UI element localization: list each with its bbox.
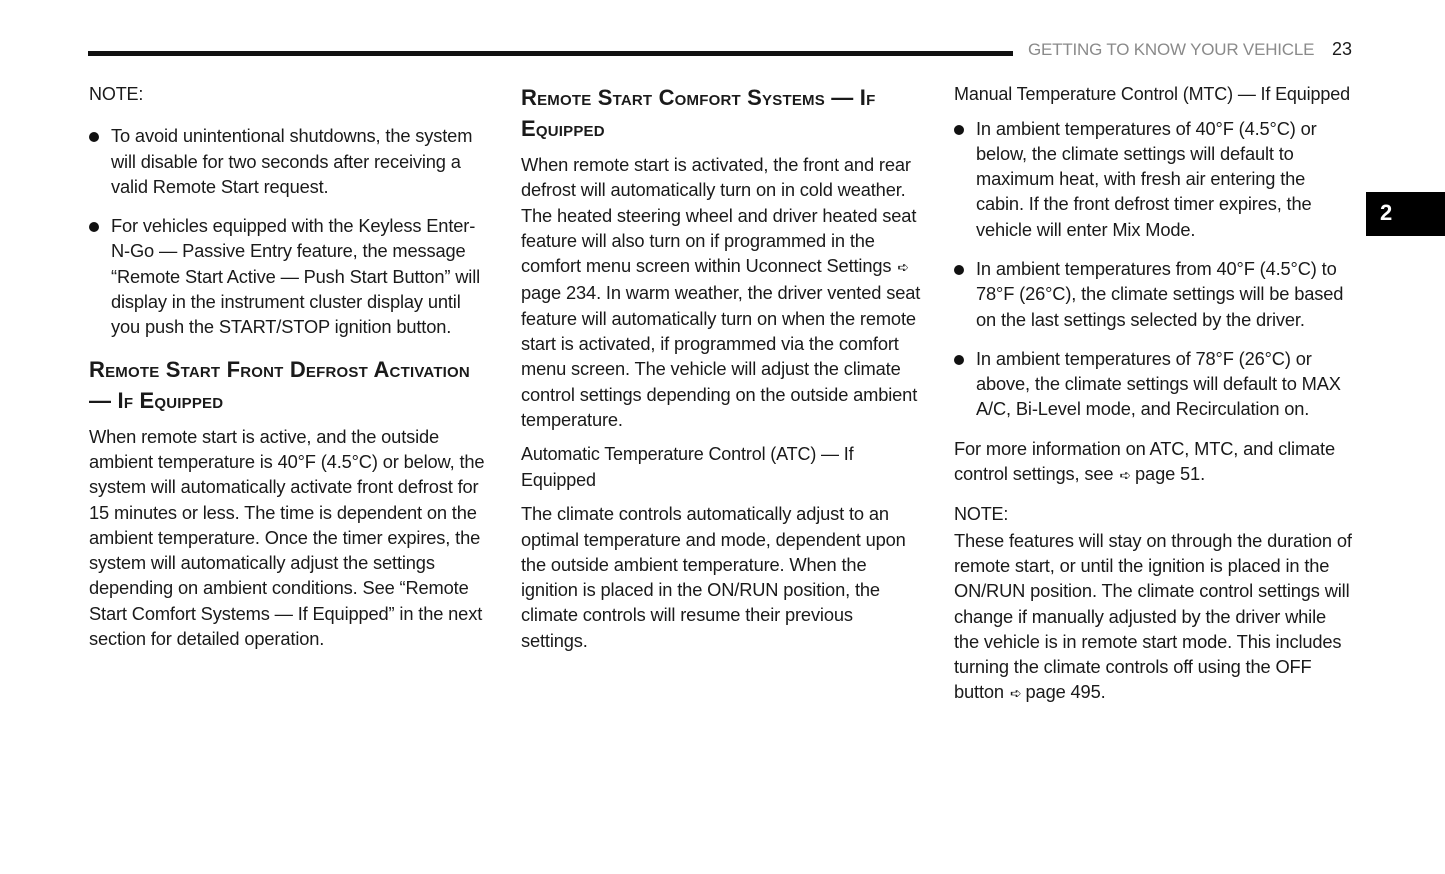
list-item [954, 256, 1354, 332]
body-text: . [1100, 681, 1106, 703]
note-label: NOTE: [954, 504, 1009, 525]
body-paragraph [521, 152, 923, 432]
bullet-icon [89, 222, 99, 232]
chapter-tab: 2 [1366, 192, 1445, 236]
bullet-icon [89, 132, 99, 142]
subsection-heading: Automatic Temperature Control (ATC) — If Equipped [521, 444, 854, 490]
bullet-icon [954, 265, 964, 275]
body-paragraph [954, 436, 1354, 489]
list-item-text: To avoid unintentional shutdowns, the system will disable for two seconds after receiving a valid Remote Start request. [111, 125, 473, 197]
bullet-icon [954, 355, 964, 365]
page-reference-link[interactable]: page 51 [1135, 463, 1201, 485]
body-paragraph: When remote start is active, and the outside ambient temperature is 40°F (4.5°C) or below, the system will automatically activate front defrost for 15 minutes or less. The time is dependent on the ambient temperature. Once the timer expires, the system will automatically adjust the settings depending on ambient conditions. See “Remote Start Comfort Systems — If Equipped” in the next section for detailed operation. [89, 425, 485, 650]
header-rule [88, 51, 1013, 56]
page-reference-link[interactable]: page 495 [1025, 681, 1101, 703]
body-text: These features will stay on through the duration of remote start, or until the ignition is placed in the ON/RUN position. The climate control settings will change if manually adjusted by the driver while the vehicle is in remote start mode. This includes turning the climate controls off using the OFF button [954, 529, 1352, 703]
arrow-reference-icon: ➪ [1009, 685, 1022, 702]
note-paragraph [954, 528, 1354, 707]
column-left [89, 80, 494, 661]
list-item [954, 346, 1354, 422]
list-item-text: In ambient temperatures of 40°F (4.5°C) or below, the climate settings will default to maximum heat, with fresh air entering the cabin. If the front defrost timer expires, the vehicle will enter Mix Mode. [976, 117, 1317, 240]
body-paragraph: The climate controls automatically adjust to an optimal temperature and mode, dependent upon the outside ambient temperature. When the ignition is placed in the ON/RUN position, the climate controls will resume their previous settings. [521, 503, 906, 651]
body-text: When remote start is activated, the front and rear defrost will automatically turn on in cold weather. The heated steering wheel and driver heated seat feature will also turn on if programmed in the comfort menu screen within Uconnect Settings [521, 154, 917, 277]
page-reference-link[interactable]: page 234 [521, 282, 597, 304]
section-heading: Remote Start Front Defrost Activation — If Equipped [89, 356, 470, 413]
body-text: For more information on ATC, MTC, and climate control settings, see [954, 437, 1336, 485]
section-heading: Remote Start Comfort Systems — If Equipped [521, 85, 876, 141]
bullet-icon [954, 125, 964, 135]
list-item-text: In ambient temperatures from 40°F (4.5°C) to 78°F (26°C), the climate settings will be based on the last settings selected by the driver. [976, 257, 1344, 330]
column-right [954, 80, 1354, 717]
subsection-heading: Manual Temperature Control (MTC) — If Equipped [954, 84, 1350, 104]
page-number: 23 [1332, 39, 1353, 59]
column-middle [521, 80, 923, 663]
body-text: . [1200, 463, 1206, 485]
arrow-reference-icon: ➪ [897, 259, 909, 276]
list-item-text: For vehicles equipped with the Keyless Enter-N-Go — Passive Entry feature, the message “Remote Start Active — Push Start Button” will display in the instrument cluster display until you push the START/STOP ignition button. [111, 215, 481, 338]
note-label: NOTE: [89, 84, 144, 104]
list-item [954, 116, 1354, 242]
list-item-text: In ambient temperatures of 78°F (26°C) or above, the climate settings will default to MAX A/C, Bi-Level mode, and Recirculation on. [976, 347, 1341, 420]
section-title: GETTING TO KNOW YOUR VEHICLE [1028, 40, 1315, 59]
body-text: . In warm weather, the driver vented seat feature will automatically turn on when the remote start is activated, if programmed via the comfort menu screen. The vehicle will adjust the climate control settings depending on the outside ambient temperature. [521, 282, 921, 430]
list-item [89, 213, 494, 339]
list-item [89, 123, 494, 199]
arrow-reference-icon: ➪ [1119, 467, 1132, 484]
